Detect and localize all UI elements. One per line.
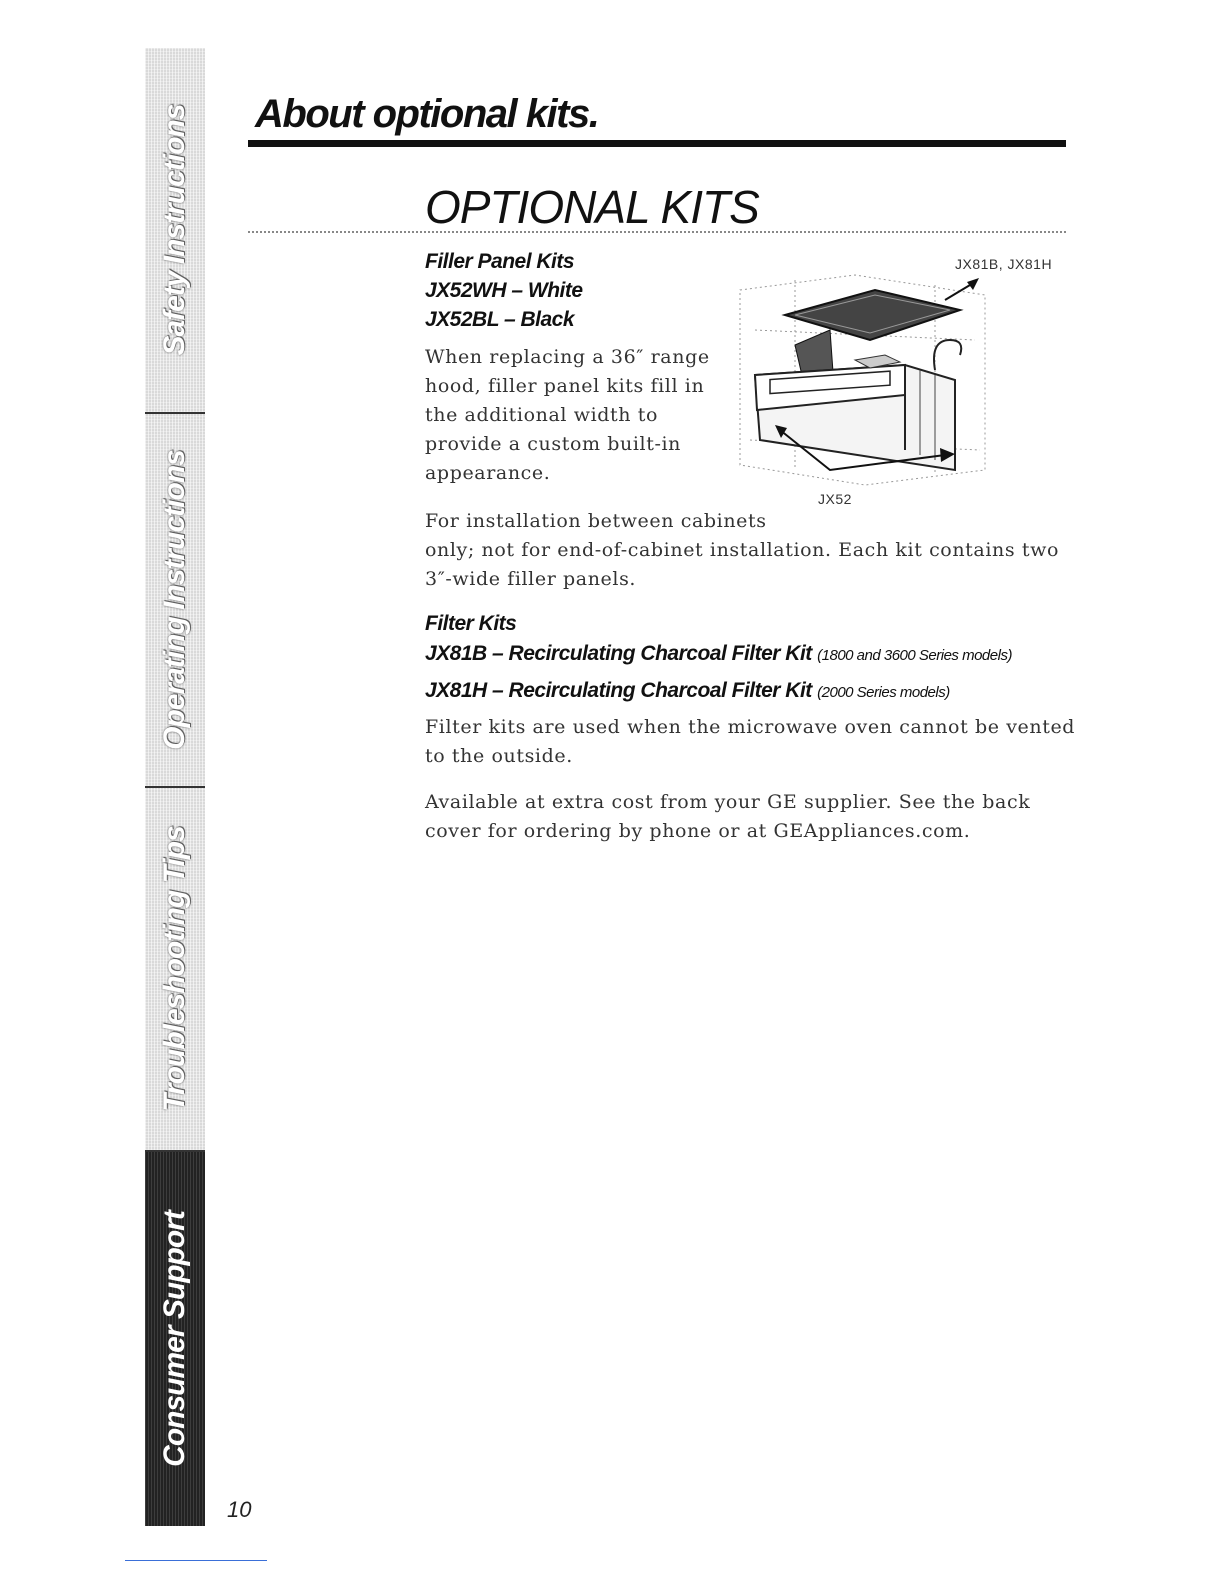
availability-note — [425, 788, 1030, 846]
filler-install-note — [425, 507, 1059, 594]
tab-operating-instructions[interactable] — [145, 414, 205, 788]
illustration-label-bottom: JX52 — [818, 491, 852, 507]
text-line: For installation between cabinets — [425, 510, 767, 532]
section-divider — [248, 231, 1066, 233]
filter-kit-1-note: (1800 and 3600 Series models) — [817, 647, 1012, 664]
text-line: Available at extra cost from your GE supplier. See the back — [425, 791, 1031, 813]
text-line: cover for ordering by phone or at GEAppliances.com. — [425, 820, 971, 842]
tab-consumer-support[interactable] — [145, 1152, 205, 1526]
bottom-rule — [125, 1560, 267, 1561]
filter-kit-2-note: (2000 Series models) — [817, 684, 950, 701]
filter-kit-1-model: JX81B – Recirculating Charcoal Filter Kit — [425, 642, 812, 665]
filter-kit-2-model: JX81H – Recirculating Charcoal Filter Kit — [425, 679, 812, 702]
filler-heading: Filler Panel Kits — [425, 250, 575, 273]
sidebar-nav — [145, 48, 205, 1526]
header-rule — [248, 140, 1066, 147]
text-line: When replacing a 36″ range — [425, 346, 710, 368]
tab-label: Safety Instructions — [158, 104, 191, 356]
text-line: only; not for end-of-cabinet installation. Each kit contains two — [425, 539, 1059, 561]
tab-label: Consumer Support — [158, 1211, 191, 1467]
tab-troubleshooting-tips[interactable] — [145, 788, 205, 1152]
text-line: 3″-wide filler panels. — [425, 568, 637, 590]
text-line: the additional width to — [425, 404, 659, 426]
text-line: provide a custom built-in — [425, 433, 681, 455]
page-number: 10 — [227, 1497, 252, 1522]
filter-description — [425, 713, 1075, 771]
filler-model-white: JX52WH – White — [425, 279, 583, 302]
filler-panel-illustration — [735, 270, 995, 490]
filler-description — [425, 343, 710, 488]
text-line: hood, filler panel kits fill in — [425, 375, 705, 397]
filler-model-black: JX52BL – Black — [425, 308, 575, 331]
text-line: appearance. — [425, 462, 551, 484]
tab-safety-instructions[interactable] — [145, 48, 205, 414]
text-line: to the outside. — [425, 745, 573, 767]
section-title: OPTIONAL KITS — [425, 181, 759, 233]
filter-kit-2 — [425, 679, 950, 703]
text-line: Filter kits are used when the microwave oven cannot be vented — [425, 716, 1076, 738]
tab-label: Operating Instructions — [158, 450, 191, 750]
page-title: About optional kits. — [255, 92, 599, 136]
filter-heading: Filter Kits — [425, 612, 517, 635]
filter-kit-1 — [425, 642, 1012, 666]
tab-label: Troubleshooting Tips — [158, 826, 191, 1112]
illustration-label-top: JX81B, JX81H — [955, 256, 1053, 272]
